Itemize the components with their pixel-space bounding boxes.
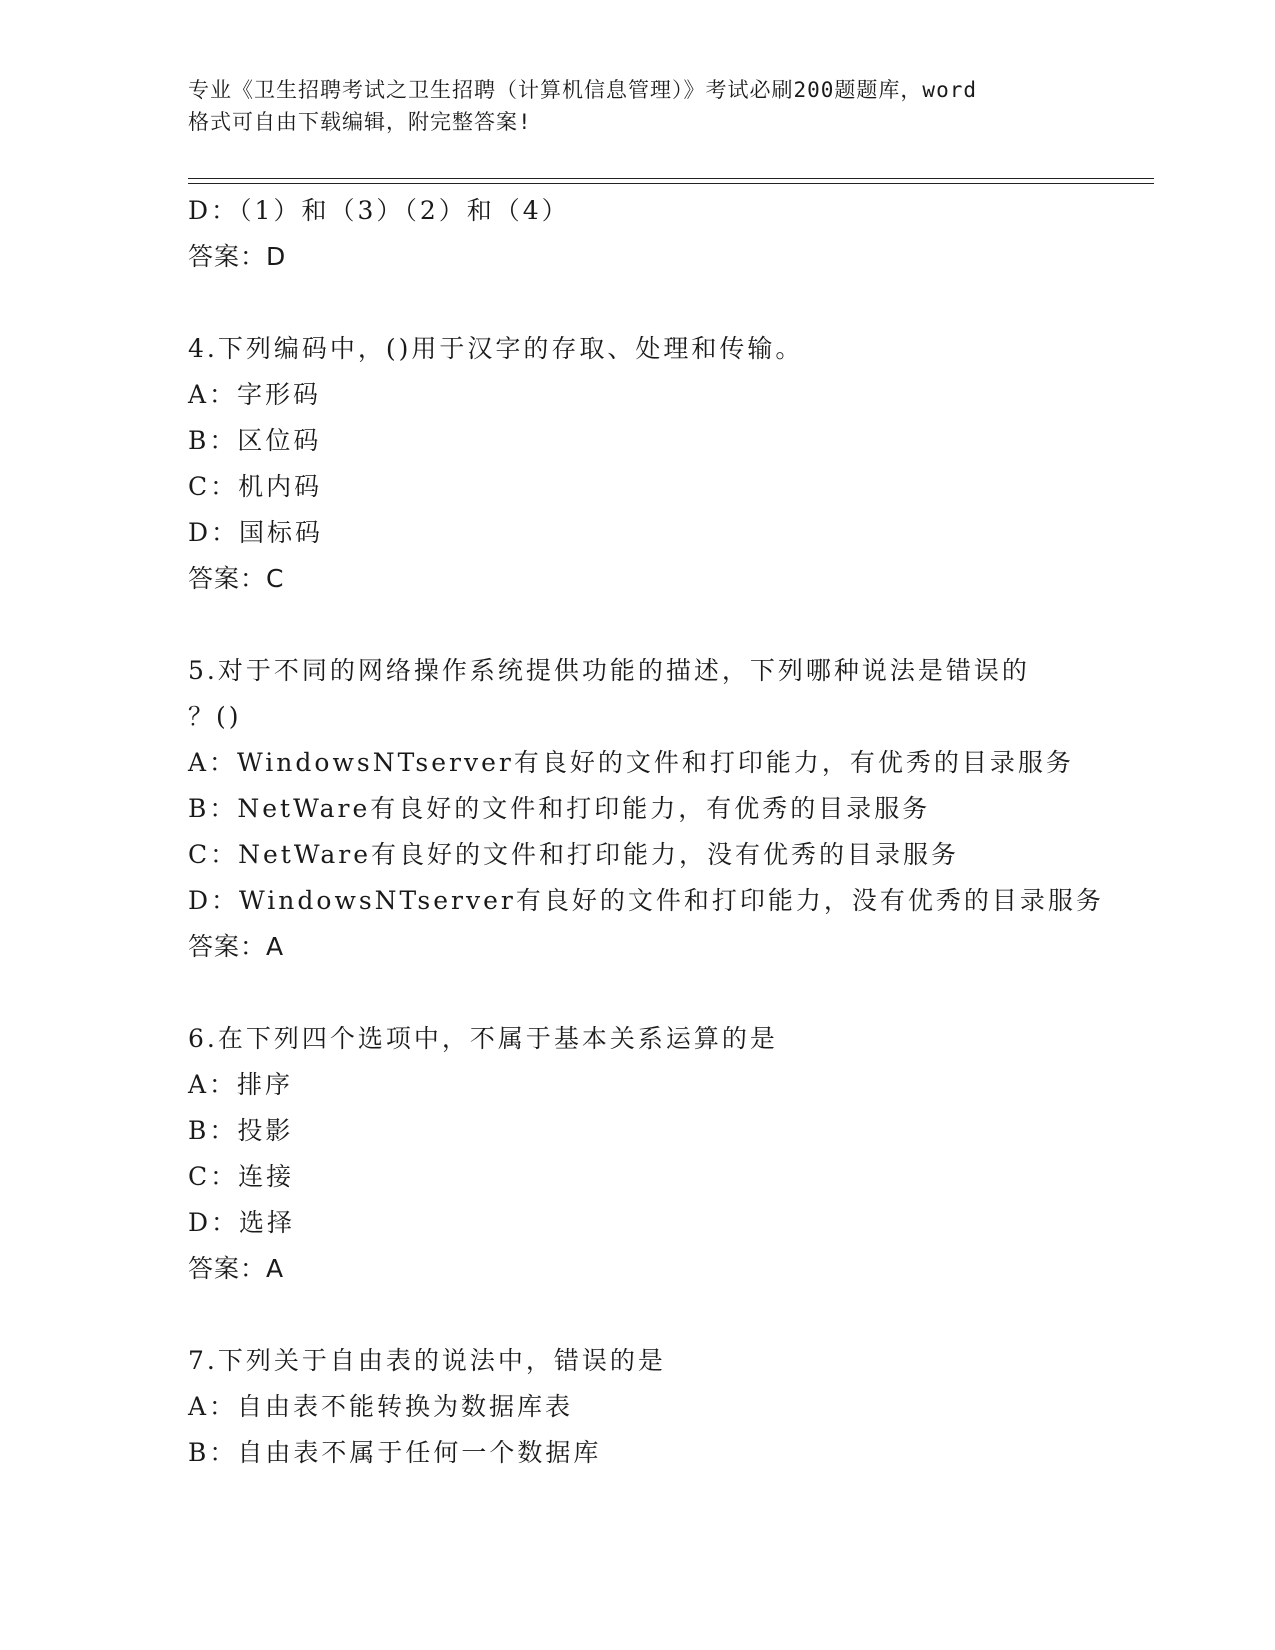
spacer xyxy=(188,602,1128,648)
document-header xyxy=(188,74,1088,138)
question-stem: 4.下列编码中，()用于汉字的存取、处理和传输。 xyxy=(188,334,804,363)
answer: 答案：D xyxy=(188,242,287,271)
header-divider-bottom xyxy=(188,183,1154,184)
answer: 答案：A xyxy=(188,1254,285,1283)
option-b: B：NetWare有良好的文件和打印能力，有优秀的目录服务 xyxy=(188,794,931,823)
spacer xyxy=(188,970,1128,1016)
option-b: B：投影 xyxy=(188,1116,294,1145)
option-d: D：国标码 xyxy=(188,518,324,547)
question-stem-line-1: 5.对于不同的网络操作系统提供功能的描述，下列哪种说法是错误的 xyxy=(188,656,1030,685)
option-d: D：选择 xyxy=(188,1208,296,1237)
question-stem: 6.在下列四个选项中，不属于基本关系运算的是 xyxy=(188,1024,778,1053)
header-title-line-1: 专业《卫生招聘考试之卫生招聘（计算机信息管理）》考试必刷200题题库，word xyxy=(188,78,977,102)
option-c: C：NetWare有良好的文件和打印能力，没有优秀的目录服务 xyxy=(188,840,960,869)
option-d: D：WindowsNTserver有良好的文件和打印能力，没有优秀的目录服务 xyxy=(188,886,1104,915)
question-stem: 7.下列关于自由表的说法中，错误的是 xyxy=(188,1346,666,1375)
option-a: A：排序 xyxy=(188,1070,294,1099)
option-a: A：自由表不能转换为数据库表 xyxy=(188,1392,574,1421)
option-a: A：字形码 xyxy=(188,380,322,409)
spacer xyxy=(188,280,1128,326)
header-title-line-2: 格式可自由下载编辑，附完整答案! xyxy=(188,110,532,134)
option-b: B：区位码 xyxy=(188,426,322,455)
question-4 xyxy=(188,326,1128,602)
question-list xyxy=(188,188,1128,1476)
answer: 答案：A xyxy=(188,932,285,961)
question-5 xyxy=(188,648,1128,970)
question-7 xyxy=(188,1338,1128,1476)
question-3-tail xyxy=(188,188,1128,280)
option-b: B：自由表不属于任何一个数据库 xyxy=(188,1438,602,1467)
spacer xyxy=(188,1292,1128,1338)
header-divider-top xyxy=(188,178,1154,179)
question-6 xyxy=(188,1016,1128,1292)
option-d: D：（1）和（3）（2）和（4） xyxy=(188,196,570,225)
answer: 答案：C xyxy=(188,564,285,593)
option-c: C：连接 xyxy=(188,1162,295,1191)
question-stem-line-2: ？() xyxy=(188,702,242,731)
option-c: C：机内码 xyxy=(188,472,323,501)
option-a: A：WindowsNTserver有良好的文件和打印能力，有优秀的目录服务 xyxy=(188,748,1074,777)
